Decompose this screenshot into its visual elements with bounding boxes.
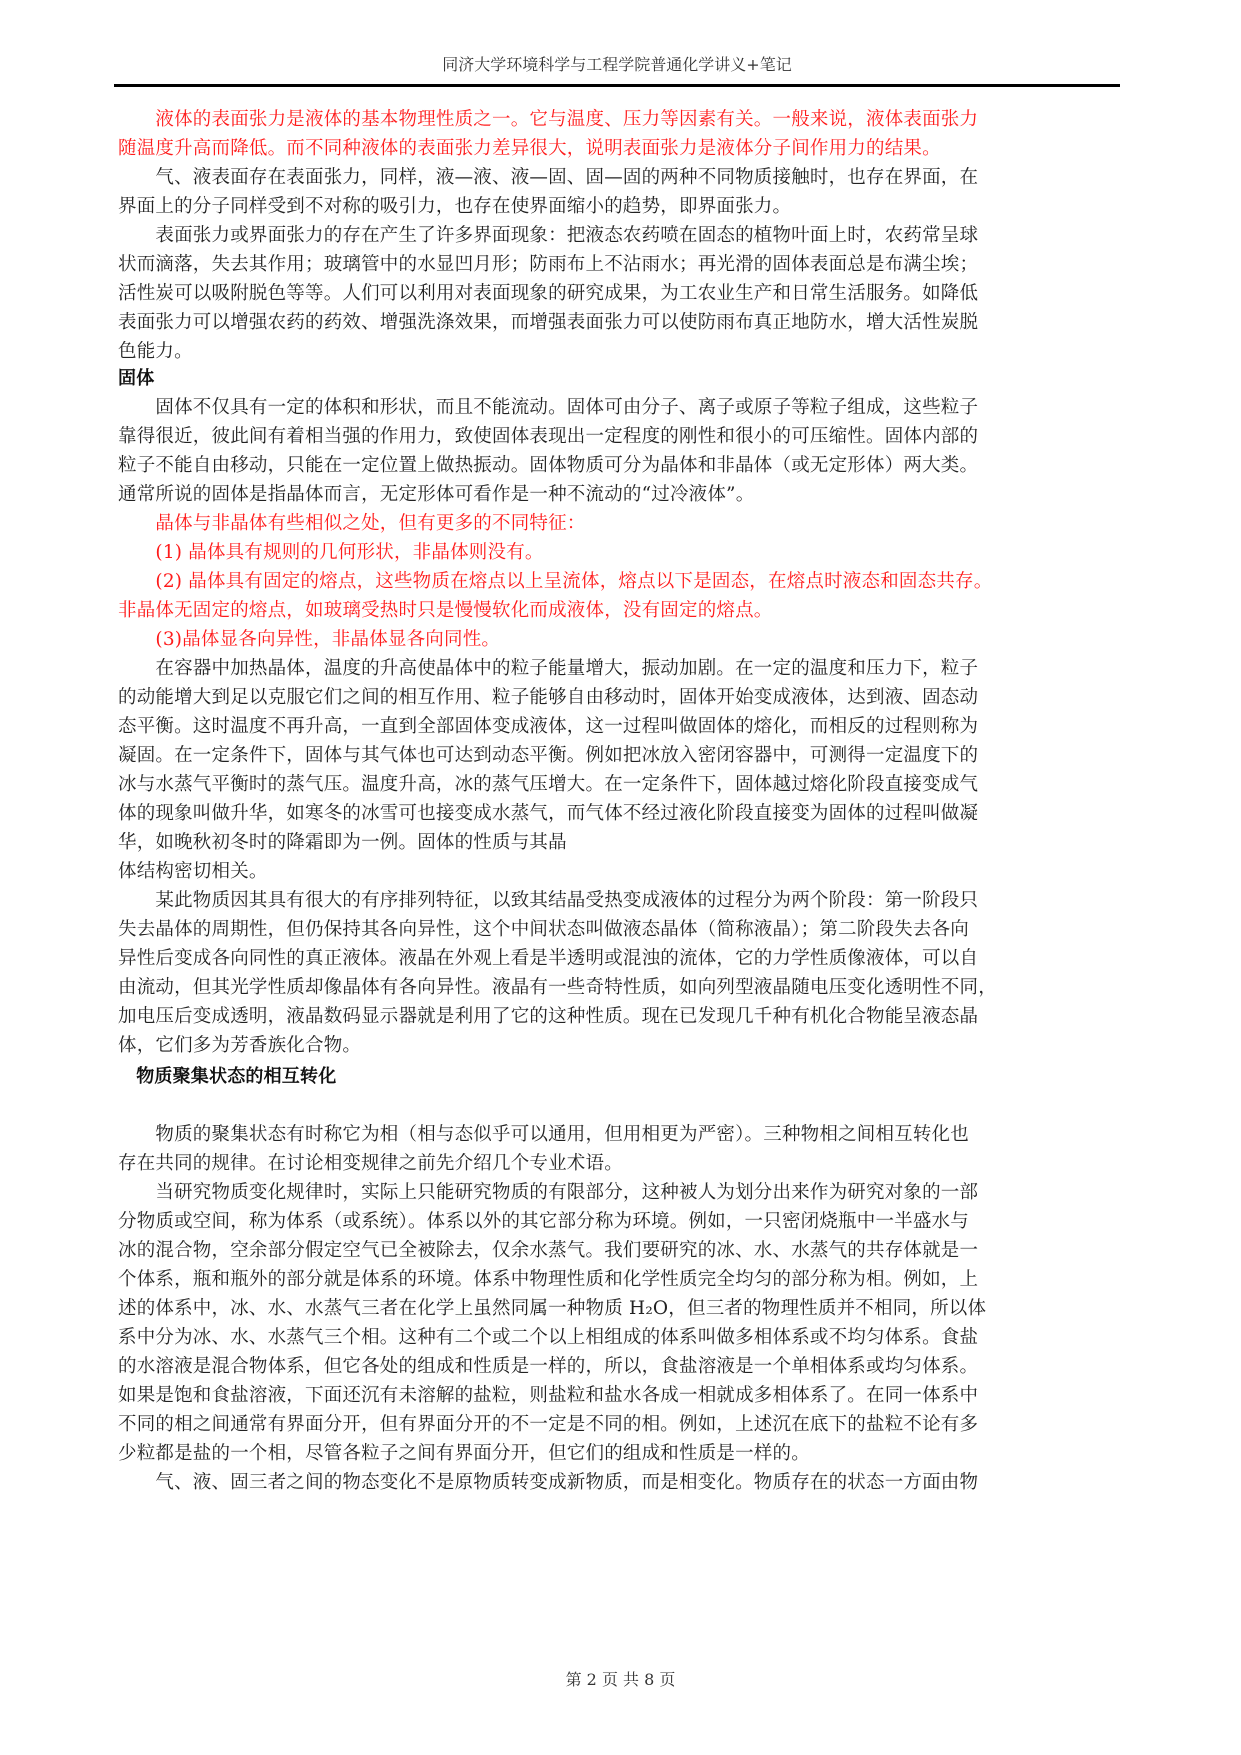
section-heading: 固体 <box>118 368 155 389</box>
text-line: 活性炭可以吸附脱色等等。人们可以利用对表面现象的研究成果，为工农业生产和日常生活服务。如降低 <box>118 283 979 304</box>
text-line: 表面张力可以增强农药的药效、增强洗涤效果，而增强表面张力可以使防雨布真正地防水，增大活性炭脱 <box>118 312 979 333</box>
text-line: 固体不仅具有一定的体积和形状，而且不能流动。固体可由分子、离子或原子等粒子组成，这些粒子 <box>118 397 979 418</box>
text-line: 界面上的分子同样受到不对称的吸引力，也存在使界面缩小的趋势，即界面张力。 <box>118 196 792 217</box>
text-line: 系中分为冰、水、水蒸气三个相。这种有二个或二个以上相组成的体系叫做多相体系或不均匀体系。食盐 <box>118 1327 979 1348</box>
text-line: 在容器中加热晶体，温度的升高使晶体中的粒子能量增大，振动加剧。在一定的温度和压力下，粒子 <box>118 658 979 679</box>
text-line: 靠得很近，彼此间有着相当强的作用力，致使固体表现出一定程度的刚性和很小的可压缩性。固体内部的 <box>118 426 979 447</box>
text-line: 色能力。 <box>118 341 193 362</box>
text-line: 体结构密切相关。 <box>118 861 268 882</box>
text-line: 通常所说的固体是指晶体而言，无定形体可看作是一种不流动的“过冷液体”。 <box>118 484 755 505</box>
text-line: (3)晶体显各向异性，非晶体显各向同性。 <box>118 629 501 650</box>
text-line: 失去晶体的周期性，但仍保持其各向异性，这个中间状态叫做液态晶体（简称液晶）；第二阶段失去各向 <box>118 919 969 940</box>
text-line: 的动能增大到足以克服它们之间的相互作用、粒子能够自由移动时，固体开始变成液体，达到液、固态动 <box>118 687 979 708</box>
text-line: 物质的聚集状态有时称它为相（相与态似乎可以通用，但用相更为严密）。三种物相之间相互转化也 <box>118 1124 969 1145</box>
text-line: 异性后变成各向同性的真正液体。液晶在外观上看是半透明或混浊的流体，它的力学性质像液体，可以自 <box>118 948 979 969</box>
text-line: 体的现象叫做升华，如寒冬的冰雪可也接变成水蒸气，而气体不经过液化阶段直接变为固体的过程叫做凝 <box>118 803 979 824</box>
text-line: 个体系，瓶和瓶外的部分就是体系的环境。体系中物理性质和化学性质完全均匀的部分称为相。例如，上 <box>118 1269 979 1290</box>
text-line: 华，如晚秋初冬时的降霜即为一例。固体的性质与其晶 <box>118 832 567 853</box>
text-line: 随温度升高而降低。而不同种液体的表面张力差异很大，说明表面张力是液体分子间作用力的结果。 <box>118 138 941 159</box>
text-line: 凝固。在一定条件下，固体与其气体也可达到动态平衡。例如把冰放入密闭容器中，可测得一定温度下的 <box>118 745 979 766</box>
text-line: 存在共同的规律。在讨论相变规律之前先介绍几个专业术语。 <box>118 1153 623 1174</box>
text-line: 述的体系中，冰、水、水蒸气三者在化学上虽然同属一种物质 H₂O，但三者的物理性质并不相同，所以体 <box>118 1298 987 1319</box>
text-line: 液体的表面张力是液体的基本物理性质之一。它与温度、压力等因素有关。一般来说，液体表面张力 <box>118 109 979 130</box>
text-line: 冰与水蒸气平衡时的蒸气压。温度升高，冰的蒸气压增大。在一定条件下，固体越过熔化阶段直接变成气 <box>118 774 979 795</box>
text-line: 分物质或空间，称为体系（或系统）。体系以外的其它部分称为环境。例如，一只密闭烧瓶中一半盛水与 <box>118 1211 969 1232</box>
text-line: 不同的相之间通常有界面分开，但有界面分开的不一定是不同的相。例如，上述沉在底下的盐粒不论有多 <box>118 1414 979 1435</box>
text-line: 表面张力或界面张力的存在产生了许多界面现象：把液态农药喷在固态的植物叶面上时，农药常呈球 <box>118 225 979 246</box>
text-line: 粒子不能自由移动，只能在一定位置上做热振动。固体物质可分为晶体和非晶体（或无定形体）两大类。 <box>118 455 979 476</box>
text-line: 少粒都是盐的一个相，尽管各粒子之间有界面分开，但它们的组成和性质是一样的。 <box>118 1443 810 1464</box>
header-divider <box>114 84 1120 87</box>
text-line: 气、液、固三者之间的物态变化不是原物质转变成新物质，而是相变化。物质存在的状态一方面由物 <box>118 1472 979 1493</box>
text-line: 态平衡。这时温度不再升高，一直到全部固体变成液体，这一过程叫做固体的熔化，而相反的过程则称为 <box>118 716 979 737</box>
text-line: 当研究物质变化规律时，实际上只能研究物质的有限部分，这种被人为划分出来作为研究对象的一部 <box>118 1182 979 1203</box>
text-line: 某此物质因其具有很大的有序排列特征，以致其结晶受热变成液体的过程分为两个阶段：第一阶段只 <box>118 890 979 911</box>
text-line: 的水溶液是混合物体系，但它各处的组成和性质是一样的，所以，食盐溶液是一个单相体系或均匀体系。 <box>118 1356 979 1377</box>
text-line: 气、液表面存在表面张力，同样，液—液、液—固、固—固的两种不同物质接触时，也存在界面，在 <box>118 167 979 188</box>
section-heading: 物质聚集状态的相互转化 <box>118 1066 337 1087</box>
text-line: 晶体与非晶体有些相似之处，但有更多的不同特征： <box>118 513 586 534</box>
text-line: 非晶体无固定的熔点，如玻璃受热时只是慢慢软化而成液体，没有固定的熔点。 <box>118 600 773 621</box>
text-line: 由流动，但其光学性质却像晶体有各向异性。液晶有一些奇特性质，如向列型液晶随电压变化透明性不同， <box>118 977 997 998</box>
page-number-footer: 第 2 页 共 8 页 <box>565 1670 676 1689</box>
text-line: 冰的混合物，空余部分假定空气已全被除去，仅余水蒸气。我们要研究的冰、水、水蒸气的共存体就是一 <box>118 1240 979 1261</box>
text-line: 体，它们多为芳香族化合物。 <box>118 1035 362 1056</box>
text-line: 加电压后变成透明，液晶数码显示器就是利用了它的这种性质。现在已发现几千种有机化合物能呈液态晶 <box>118 1006 979 1027</box>
page-header-title: 同济大学环境科学与工程学院普通化学讲义+笔记 <box>442 55 792 74</box>
text-line: (1) 晶体具有规则的几何形状，非晶体则没有。 <box>118 542 544 563</box>
text-line: 如果是饱和食盐溶液，下面还沉有未溶解的盐粒，则盐粒和盐水各成一相就成多相体系了。在同一体系中 <box>118 1385 979 1406</box>
text-line: (2) 晶体具有固定的熔点，这些物质在熔点以上呈流体，熔点以下是固态，在熔点时液态和固态共存。 <box>118 571 993 592</box>
text-line: 状而滴落，失去其作用；玻璃管中的水显凹月形；防雨布上不沾雨水；再光滑的固体表面总是布满尘埃； <box>118 254 979 275</box>
